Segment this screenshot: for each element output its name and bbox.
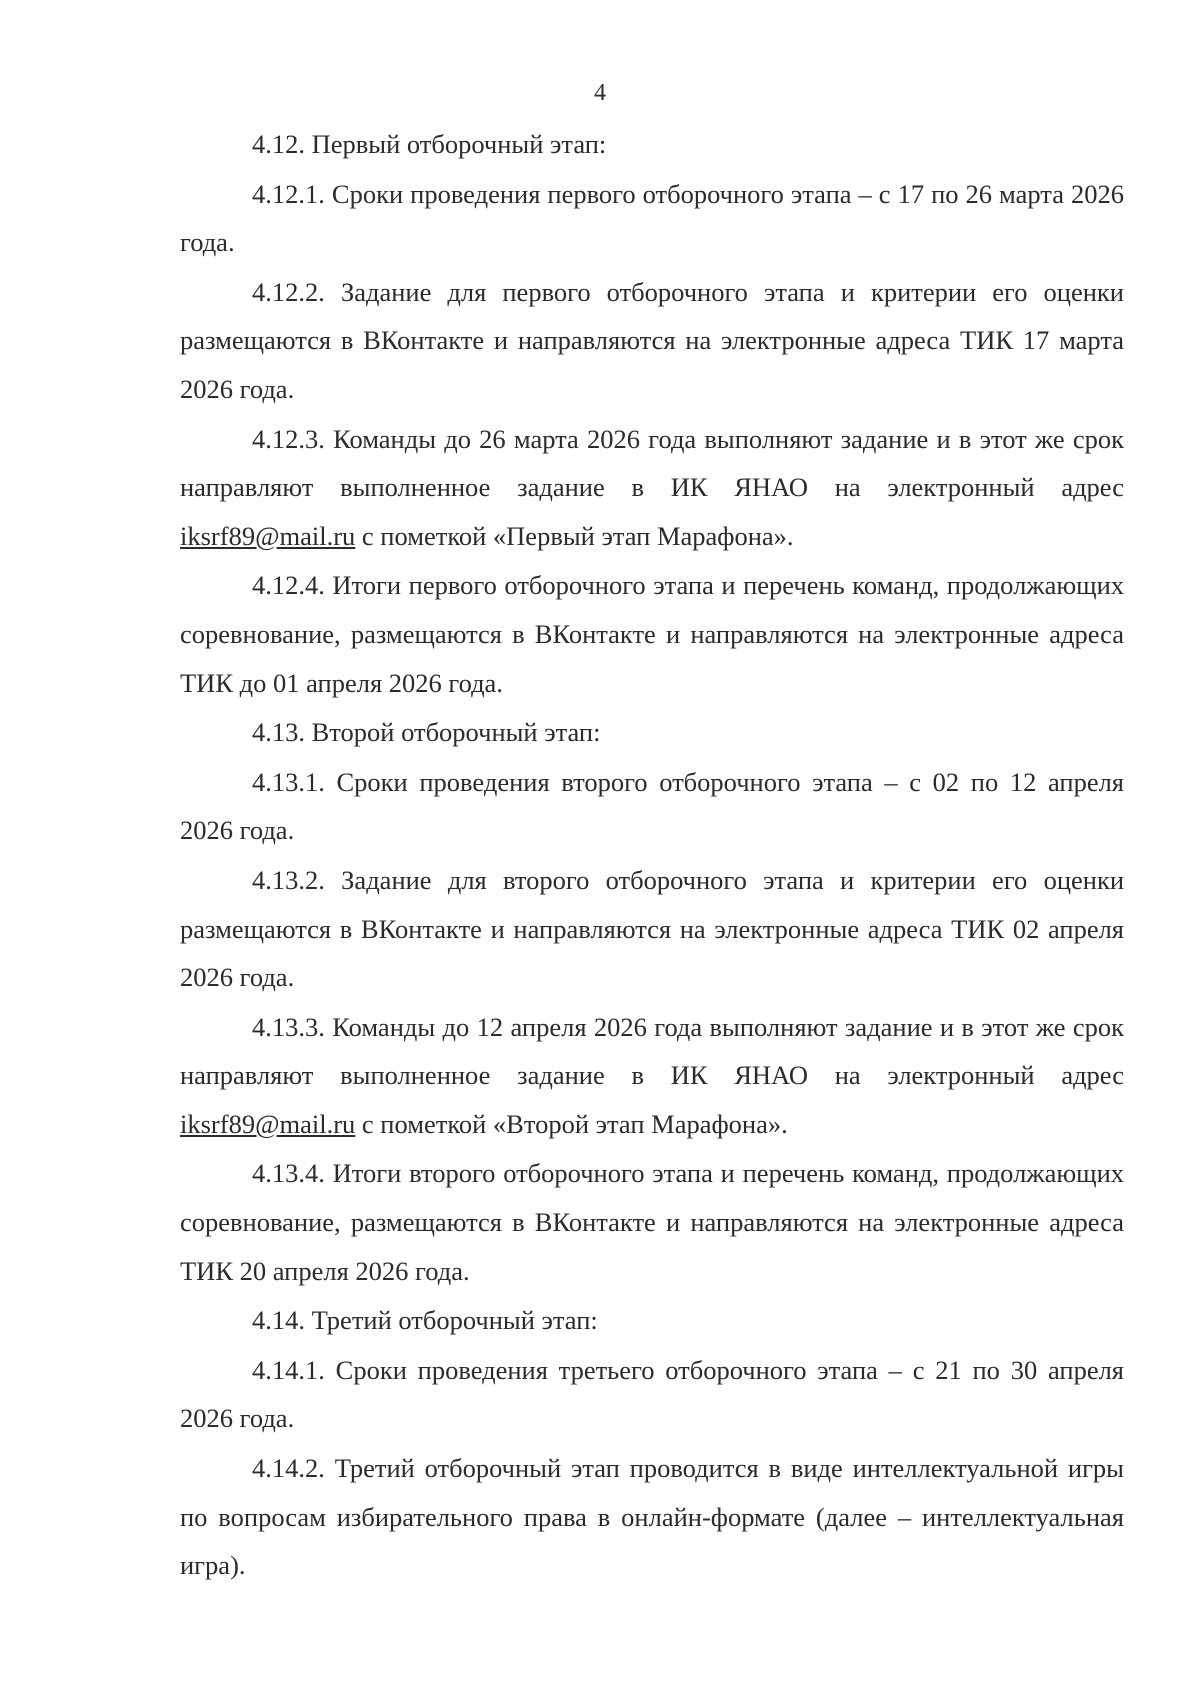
clause-4-12-2: 4.12.2. Задание для первого отборочного этапа и критерии его оценки размещаются в ВКонтакте и направляются на электронные адреса ТИК 17 марта 2026 года. [180,276,1124,404]
clause-4-13-3 [180,1003,1124,1149]
clause-4-13-2: 4.13.2. Задание для второго отборочного этапа и критерии его оценки размещаются в ВКонтакте и направляются на электронные адреса ТИК 02 апреля 2026 года. [180,864,1124,993]
section-heading-4-12: 4.12. Первый отборочный этап: [252,129,607,159]
clause-4-12-1: 4.12.1. Сроки проведения первого отборочного этапа – с 17 по 26 марта 2026 года. [180,178,1124,258]
clause-4-14-2: 4.14.2. Третий отборочный этап проводится в виде интеллектуальной игры по вопросам избирательного права в онлайн-формате (далее – интеллектуальная игра). [180,1453,1124,1581]
clause-4-12-3 [180,415,1124,561]
email-link[interactable]: iksrf89@mail.ru [180,520,356,551]
page-number: 4 [594,80,606,106]
clause-4-12-3-text-end: с пометкой «Первый этап Марафона». [355,520,794,551]
clause-4-13-4: 4.13.4. Итоги второго отборочного этапа и перечень команд, продолжающих соревнование, размещаются в ВКонтакте и направляются на электронные адреса ТИК 20 апреля 2026 года. [180,1158,1124,1286]
clause-4-14-1: 4.14.1. Сроки проведения третьего отборочного этапа – с 21 по 30 апреля 2026 года. [180,1354,1124,1434]
section-heading-4-14: 4.14. Третий отборочный этап: [252,1305,598,1336]
clause-4-13-3-text: 4.13.3. Команды до 12 апреля 2026 года выполняют задание и в этот же срок направляют выполненное задание в ИК ЯНАО на электронный адрес [180,1011,1124,1091]
document-body [180,120,1124,1591]
clause-4-13-3-text-end: с пометкой «Второй этап Марафона». [355,1108,788,1139]
section-heading-4-13: 4.13. Второй отборочный этап: [252,717,601,748]
clause-4-12-4: 4.12.4. Итоги первого отборочного этапа и перечень команд, продолжающих соревнование, размещаются в ВКонтакте и направляются на электронные адреса ТИК до 01 апреля 2026 года. [180,570,1124,698]
clause-4-12-3-text: 4.12.3. Команды до 26 марта 2026 года выполняют задание и в этот же срок направляют выполненное задание в ИК ЯНАО на электронный адрес [180,423,1124,503]
email-link[interactable]: iksrf89@mail.ru [180,1108,356,1139]
clause-4-13-1: 4.13.1. Сроки проведения второго отборочного этапа – с 02 по 12 апреля 2026 года. [180,766,1124,846]
